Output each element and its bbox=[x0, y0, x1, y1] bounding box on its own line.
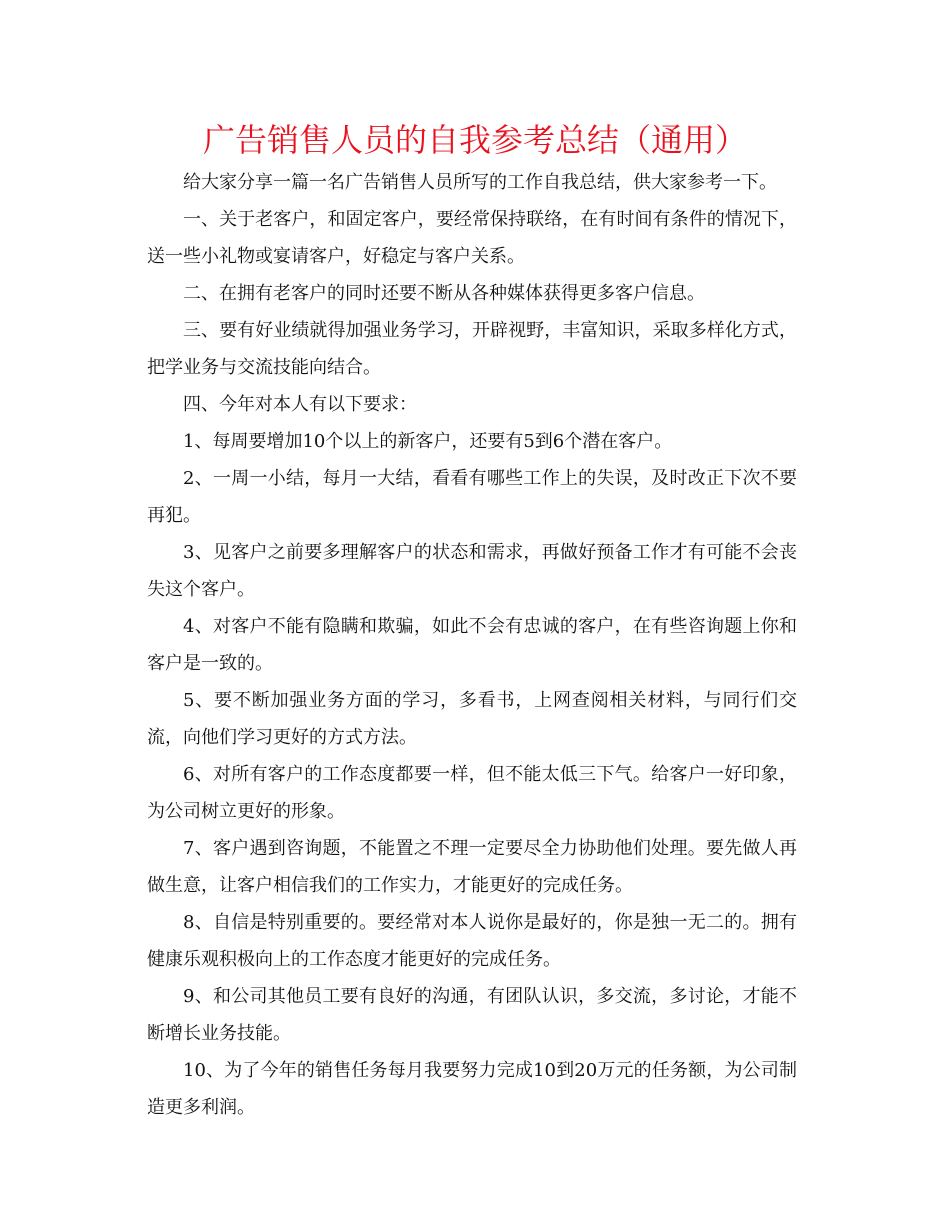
list-item-2: 2、一周一小结，每月一大结，看看有哪些工作上的失误，及时改正下次不要再犯。 bbox=[147, 468, 797, 526]
list-item-3: 3、见客户之前要多理解客户的状态和需求，再做好预备工作才有可能不会丧失这个客户。 bbox=[147, 542, 797, 600]
intro-paragraph: 给大家分享一篇一名广告销售人员所写的工作自我总结，供大家参考一下。 bbox=[183, 172, 777, 193]
page-title: 广告销售人员的自我参考总结（通用） bbox=[202, 121, 747, 159]
list-item-7: 7、客户遇到咨询题，不能置之不理一定要尽全力协助他们处理。要先做人再做生意，让客户相信我们的工作实力，才能更好的完成任务。 bbox=[147, 838, 797, 896]
list-item-5: 5、要不断加强业务方面的学习，多看书，上网查阅相关材料，与同行们交流，向他们学习更好的方式方法。 bbox=[147, 690, 797, 748]
paragraph-3: 三、要有好业绩就得加强业务学习，开辟视野，丰富知识，采取多样化方式，把学业务与交流技能向结合。 bbox=[147, 320, 797, 378]
list-item-10: 10、为了今年的销售任务每月我要努力完成10到20万元的任务额，为公司制造更多利润。 bbox=[147, 1060, 797, 1118]
paragraph-2: 二、在拥有老客户的同时还要不断从各种媒体获得更多客户信息。 bbox=[183, 283, 705, 304]
document-body bbox=[147, 164, 797, 1126]
list-item-8: 8、自信是特别重要的。要经常对本人说你是最好的，你是独一无二的。拥有健康乐观积极向上的工作态度才能更好的完成任务。 bbox=[147, 912, 797, 970]
list-item-9: 9、和公司其他员工要有良好的沟通，有团队认识，多交流，多讨论，才能不断增长业务技能。 bbox=[147, 986, 797, 1044]
list-item-1: 1、每周要增加10个以上的新客户，还要有5到6个潜在客户。 bbox=[183, 431, 673, 452]
paragraph-1: 一、关于老客户，和固定客户，要经常保持联络，在有时间有条件的情况下，送一些小礼物或宴请客户，好稳定与客户关系。 bbox=[147, 209, 797, 267]
paragraph-4: 四、今年对本人有以下要求： bbox=[183, 394, 417, 415]
list-item-4: 4、对客户不能有隐瞒和欺骗，如此不会有忠诚的客户，在有些咨询题上你和客户是一致的。 bbox=[147, 616, 797, 674]
list-item-6: 6、对所有客户的工作态度都要一样，但不能太低三下气。给客户一好印象，为公司树立更好的形象。 bbox=[147, 764, 797, 822]
